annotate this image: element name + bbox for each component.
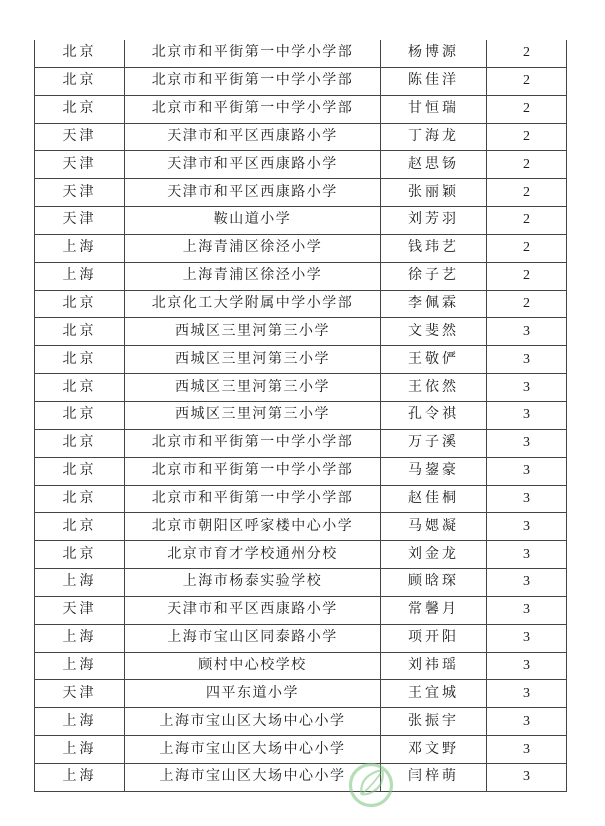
cell-number: 2 bbox=[487, 234, 567, 262]
cell-school: 西城区三里河第三小学 bbox=[125, 318, 381, 346]
cell-region: 天津 bbox=[35, 151, 125, 179]
cell-name: 闫梓萌 bbox=[381, 763, 487, 791]
cell-school: 北京市和平街第一中学小学部 bbox=[125, 40, 381, 67]
cell-region: 上海 bbox=[35, 708, 125, 736]
table-row bbox=[35, 429, 567, 457]
cell-name: 钱玮艺 bbox=[381, 234, 487, 262]
cell-name: 常馨月 bbox=[381, 596, 487, 624]
cell-number: 3 bbox=[487, 569, 567, 597]
table-row bbox=[35, 708, 567, 736]
table-row bbox=[35, 624, 567, 652]
cell-name: 王依然 bbox=[381, 374, 487, 402]
table-row bbox=[35, 290, 567, 318]
cell-name: 王敬俨 bbox=[381, 346, 487, 374]
cell-number: 3 bbox=[487, 541, 567, 569]
cell-number: 3 bbox=[487, 401, 567, 429]
cell-school: 北京市育才学校通州分校 bbox=[125, 541, 381, 569]
cell-school: 天津市和平区西康路小学 bbox=[125, 151, 381, 179]
cell-name: 刘芳羽 bbox=[381, 207, 487, 235]
cell-region: 北京 bbox=[35, 374, 125, 402]
cell-name: 赵思钖 bbox=[381, 151, 487, 179]
cell-school: 上海市宝山区大场中心小学 bbox=[125, 763, 381, 791]
cell-school: 北京化工大学附属中学小学部 bbox=[125, 290, 381, 318]
table-row bbox=[35, 736, 567, 764]
cell-number: 3 bbox=[487, 513, 567, 541]
table-row bbox=[35, 763, 567, 791]
cell-name: 项开阳 bbox=[381, 624, 487, 652]
table-row bbox=[35, 401, 567, 429]
cell-school: 北京市朝阳区呼家楼中心小学 bbox=[125, 513, 381, 541]
cell-number: 2 bbox=[487, 262, 567, 290]
cell-region: 上海 bbox=[35, 234, 125, 262]
cell-number: 2 bbox=[487, 40, 567, 67]
cell-name: 马媤凝 bbox=[381, 513, 487, 541]
table-row bbox=[35, 123, 567, 151]
cell-school: 北京市和平街第一中学小学部 bbox=[125, 485, 381, 513]
cell-school: 西城区三里河第三小学 bbox=[125, 346, 381, 374]
cell-school: 鞍山道小学 bbox=[125, 207, 381, 235]
table-row bbox=[35, 207, 567, 235]
cell-region: 天津 bbox=[35, 596, 125, 624]
table-row bbox=[35, 374, 567, 402]
cell-name: 刘金龙 bbox=[381, 541, 487, 569]
cell-number: 3 bbox=[487, 318, 567, 346]
cell-name: 文斐然 bbox=[381, 318, 487, 346]
cell-number: 3 bbox=[487, 680, 567, 708]
table-row bbox=[35, 680, 567, 708]
table-row bbox=[35, 95, 567, 123]
cell-school: 北京市和平街第一中学小学部 bbox=[125, 457, 381, 485]
cell-number: 3 bbox=[487, 346, 567, 374]
table-row bbox=[35, 151, 567, 179]
cell-school: 北京市和平街第一中学小学部 bbox=[125, 95, 381, 123]
cell-region: 天津 bbox=[35, 179, 125, 207]
cell-school: 上海市宝山区大场中心小学 bbox=[125, 708, 381, 736]
cell-school: 西城区三里河第三小学 bbox=[125, 374, 381, 402]
table-row bbox=[35, 569, 567, 597]
cell-name: 张振宇 bbox=[381, 708, 487, 736]
table-row bbox=[35, 457, 567, 485]
cell-number: 3 bbox=[487, 708, 567, 736]
cell-region: 上海 bbox=[35, 736, 125, 764]
cell-name: 马鋆豪 bbox=[381, 457, 487, 485]
cell-number: 2 bbox=[487, 67, 567, 95]
cell-school: 上海市宝山区大场中心小学 bbox=[125, 736, 381, 764]
cell-name: 赵佳桐 bbox=[381, 485, 487, 513]
table-row bbox=[35, 541, 567, 569]
cell-region: 北京 bbox=[35, 401, 125, 429]
cell-region: 北京 bbox=[35, 513, 125, 541]
cell-region: 北京 bbox=[35, 346, 125, 374]
cell-region: 北京 bbox=[35, 541, 125, 569]
cell-number: 2 bbox=[487, 179, 567, 207]
cell-number: 3 bbox=[487, 763, 567, 791]
cell-school: 北京市和平街第一中学小学部 bbox=[125, 67, 381, 95]
cell-school: 北京市和平街第一中学小学部 bbox=[125, 429, 381, 457]
cell-region: 天津 bbox=[35, 123, 125, 151]
cell-region: 北京 bbox=[35, 457, 125, 485]
cell-school: 上海青浦区徐泾小学 bbox=[125, 262, 381, 290]
cell-number: 2 bbox=[487, 207, 567, 235]
cell-school: 上海青浦区徐泾小学 bbox=[125, 234, 381, 262]
cell-name: 刘祎瑶 bbox=[381, 652, 487, 680]
cell-name: 张丽颖 bbox=[381, 179, 487, 207]
table-row bbox=[35, 262, 567, 290]
cell-number: 2 bbox=[487, 95, 567, 123]
cell-number: 3 bbox=[487, 652, 567, 680]
cell-name: 顾晗琛 bbox=[381, 569, 487, 597]
cell-school: 四平东道小学 bbox=[125, 680, 381, 708]
cell-region: 北京 bbox=[35, 429, 125, 457]
cell-region: 天津 bbox=[35, 207, 125, 235]
cell-region: 北京 bbox=[35, 290, 125, 318]
cell-number: 3 bbox=[487, 624, 567, 652]
cell-name: 陈佳洋 bbox=[381, 67, 487, 95]
cell-name: 邓文野 bbox=[381, 736, 487, 764]
table-row bbox=[35, 485, 567, 513]
cell-number: 2 bbox=[487, 151, 567, 179]
cell-school: 天津市和平区西康路小学 bbox=[125, 596, 381, 624]
cell-school: 西城区三里河第三小学 bbox=[125, 401, 381, 429]
table-row bbox=[35, 596, 567, 624]
table-row bbox=[35, 318, 567, 346]
table-row bbox=[35, 234, 567, 262]
cell-region: 上海 bbox=[35, 624, 125, 652]
cell-region: 北京 bbox=[35, 40, 125, 67]
cell-name: 丁海龙 bbox=[381, 123, 487, 151]
table-row bbox=[35, 179, 567, 207]
cell-name: 甘恒瑞 bbox=[381, 95, 487, 123]
cell-name: 孔令祺 bbox=[381, 401, 487, 429]
cell-school: 天津市和平区西康路小学 bbox=[125, 179, 381, 207]
cell-number: 3 bbox=[487, 485, 567, 513]
cell-number: 2 bbox=[487, 290, 567, 318]
cell-region: 北京 bbox=[35, 485, 125, 513]
cell-number: 3 bbox=[487, 596, 567, 624]
cell-name: 万子溪 bbox=[381, 429, 487, 457]
table-row bbox=[35, 513, 567, 541]
cell-region: 上海 bbox=[35, 652, 125, 680]
cell-region: 北京 bbox=[35, 318, 125, 346]
cell-region: 上海 bbox=[35, 569, 125, 597]
cell-school: 天津市和平区西康路小学 bbox=[125, 123, 381, 151]
table-body bbox=[35, 40, 567, 791]
table-row bbox=[35, 67, 567, 95]
cell-name: 王宜城 bbox=[381, 680, 487, 708]
cell-region: 天津 bbox=[35, 680, 125, 708]
cell-region: 上海 bbox=[35, 262, 125, 290]
cell-number: 3 bbox=[487, 429, 567, 457]
cell-number: 3 bbox=[487, 374, 567, 402]
table-row bbox=[35, 652, 567, 680]
cell-name: 李佩霖 bbox=[381, 290, 487, 318]
results-table bbox=[34, 40, 567, 792]
table-row bbox=[35, 40, 567, 67]
cell-name: 杨博源 bbox=[381, 40, 487, 67]
cell-region: 上海 bbox=[35, 763, 125, 791]
cell-school: 顾村中心校学校 bbox=[125, 652, 381, 680]
cell-name: 徐子艺 bbox=[381, 262, 487, 290]
cell-region: 北京 bbox=[35, 95, 125, 123]
cell-number: 3 bbox=[487, 736, 567, 764]
cell-school: 上海市宝山区同泰路小学 bbox=[125, 624, 381, 652]
table-row bbox=[35, 346, 567, 374]
cell-region: 北京 bbox=[35, 67, 125, 95]
cell-school: 上海市杨泰实验学校 bbox=[125, 569, 381, 597]
cell-number: 2 bbox=[487, 123, 567, 151]
cell-number: 3 bbox=[487, 457, 567, 485]
